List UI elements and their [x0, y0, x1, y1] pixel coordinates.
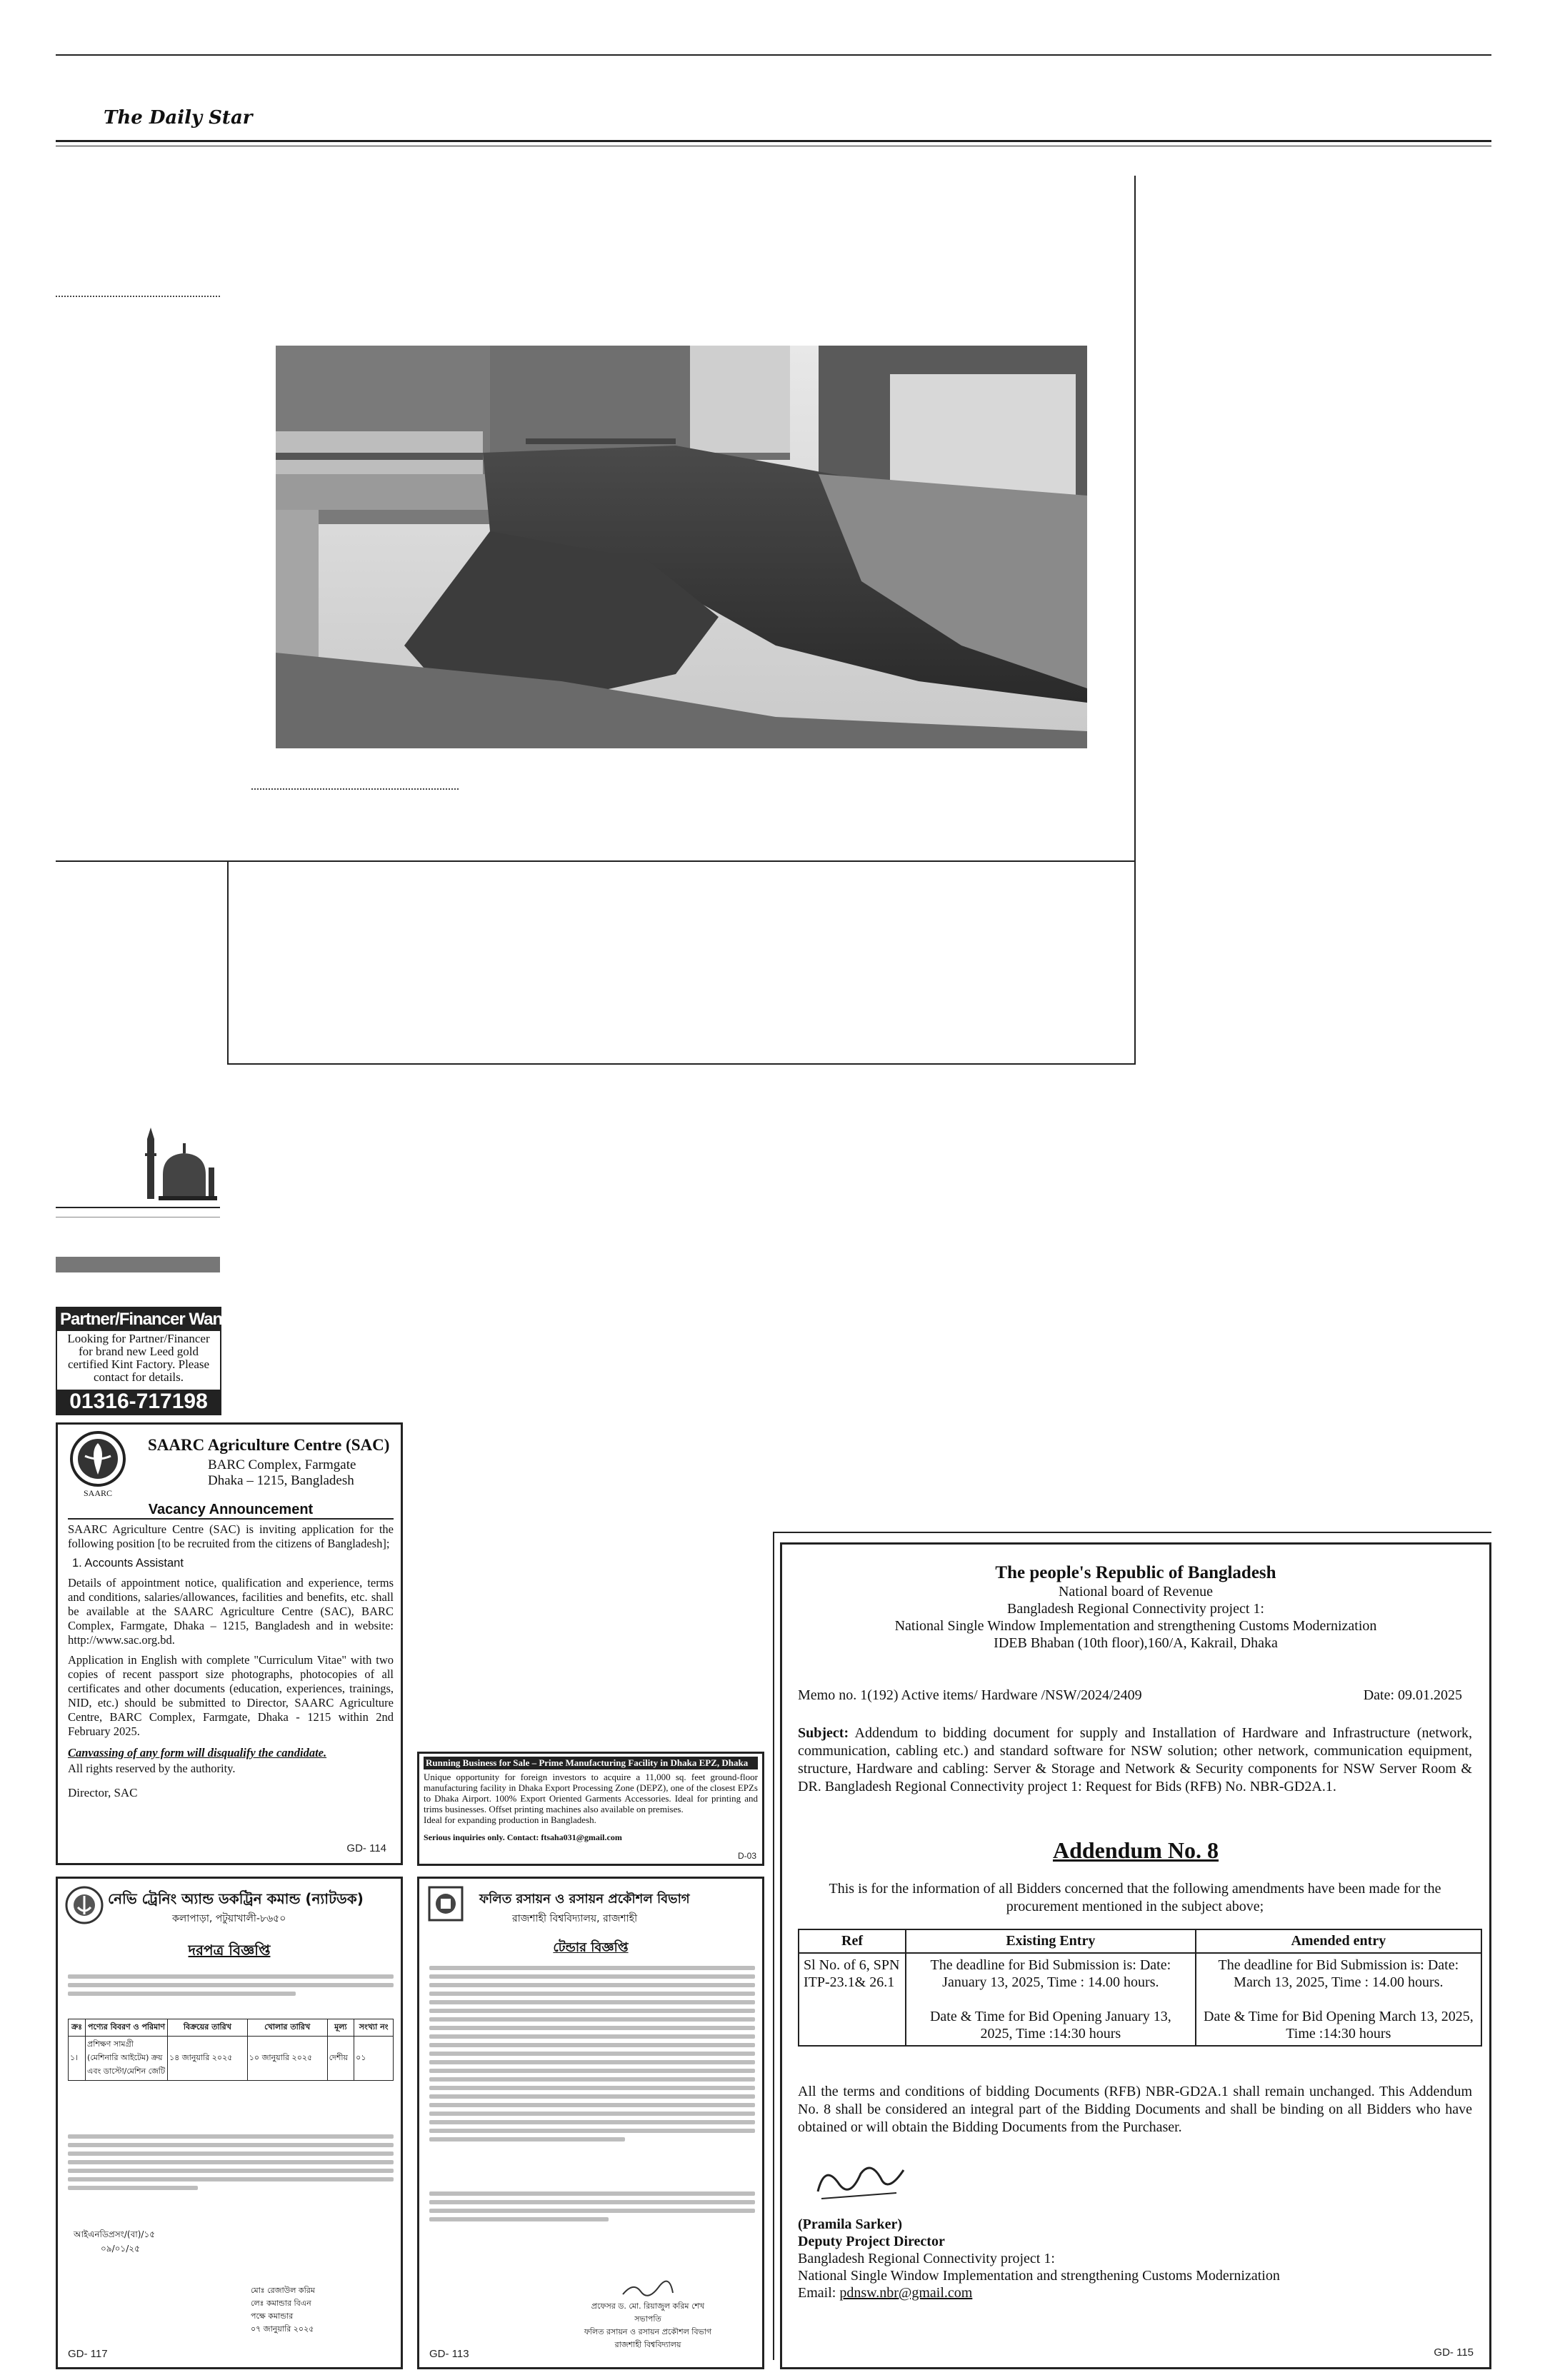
- nbr-h4: National Single Window Implementation and strengthening Customs Modernization: [894, 1618, 1377, 1634]
- nbr-sig-name: (Pramila Sarker): [798, 2216, 903, 2232]
- epz-body2: Ideal for expanding production in Bangladesh.: [424, 1814, 596, 1825]
- sac-vacancy-ad: [56, 1422, 403, 1865]
- sac-heading: Vacancy Announcement: [68, 1502, 394, 1520]
- navy-text-block: [68, 1970, 394, 2000]
- sac-addr2: Dhaka – 1215, Bangladesh: [208, 1473, 354, 1488]
- left-dotted-rule: [56, 296, 220, 297]
- nbr-h2: National board of Revenue: [1058, 1584, 1214, 1600]
- nbr-date: Date: 09.01.2025: [1363, 1687, 1462, 1703]
- navy-ref-date: ০৯/০১/২৫: [101, 2244, 140, 2254]
- ru-ad-code: GD- 113: [429, 2348, 469, 2360]
- right-section-rule: [773, 1532, 1491, 1533]
- mosque-rule: [56, 1207, 220, 1208]
- sac-details: Details of appointment notice, qualification and experience, terms and conditions, salaries/allowances, facilities and benefits, etc. shall be available at the SAARC Agriculture Centre (SAC), BARC Complex, Farmgate, Dhaka – 1215, Bangladesh and in website: http://www.sac.org.bd.: [68, 1576, 394, 1647]
- nbr-closing: All the terms and conditions of bidding Documents (RFB) NBR-GD2A.1 shall remain unchanged. This Addendum No. 8 shall be considered an integral part of the Bidding Documents and shall be binding on all Bidders who have obtained or will obtain the Bidding Documents from the Purchaser.: [798, 2084, 1472, 2135]
- mosque-icon: [143, 1125, 221, 1203]
- sac-application: Application in English with complete "Curriculum Vitae" with two copies of recent passport size photographs, photocopies of all certificates and other documents (education, experiences, trainings, NID, etc.) should be submitted to Director, SAARC Agriculture Centre, BARC Complex, Farmgate, Dhaka - 1215 within 2nd February 2025.: [68, 1653, 394, 1738]
- ru-text-block-2: [429, 2187, 755, 2226]
- ru-subtitle: রাজশাহী বিশ্ববিদ্যালয়, রাজশাহী: [512, 1913, 638, 1924]
- partner-ad-phone: 01316-717198: [57, 1390, 220, 1414]
- nbr-sig-title: Deputy Project Director: [798, 2234, 945, 2249]
- nbr-existing-opening: Date & Time for Bid Opening January 13, 2025, Time :14:30 hours: [929, 2009, 1171, 2042]
- epz-contact: Serious inquiries only. Contact: ftsaha031@gmail.com: [424, 1832, 622, 1842]
- nbr-subject-label: Subject:: [798, 1725, 849, 1741]
- nbr-amended-opening: Date & Time for Bid Opening March 13, 2025, Time :14:30 hours: [1203, 2009, 1474, 2042]
- epz-sale-ad: [417, 1752, 764, 1866]
- sac-logo-text: SAARC: [83, 1488, 112, 1498]
- nbr-existing-deadline: The deadline for Bid Submission is: Date: January 13, 2025, Time : 14.00 hours.: [930, 1957, 1171, 1990]
- ru-logo: [428, 1886, 464, 1922]
- partner-financer-ad: [56, 1307, 246, 1415]
- nbr-subject: [798, 1724, 1472, 1796]
- navy-th: মূল্য: [327, 2019, 354, 2037]
- partner-ad-body: Looking for Partner/Financer for brand new Leed gold certified Kint Factory. Please contact for details.: [67, 1332, 210, 1384]
- right-section-left: [773, 1532, 774, 2360]
- navy-tender-ad: [56, 1877, 403, 2369]
- nbr-subject-text: Addendum to bidding document for supply and Installation of Hardware and Infrastructure (network, communication, cabling etc.) and standard software for NSW solution; other network, communication equipment, structure, Hardware and cabling: Server & Storage and Network & Security components for NSW Server Room & DR. Bangladesh Regional Connectivity project 1: Request for Bids (RFB) No. NBR-GD2A.1.: [798, 1725, 1472, 1794]
- navy-th: ক্রঃ: [69, 2019, 86, 2037]
- ru-title: ফলিত রসায়ন ও রসায়ন প্রকৌশল বিভাগ: [479, 1892, 690, 1907]
- ru-sign2: সভাপতি: [634, 2314, 661, 2324]
- navy-td: ১৪ জানুয়ারি ২০২৫: [168, 2037, 248, 2081]
- navy-heading: দরপত্র বিজ্ঞপ্তি: [188, 1942, 271, 1959]
- masthead-logo: The Daily Star: [104, 107, 253, 129]
- content-box-left: [227, 860, 229, 1065]
- sac-ad-code: GD- 114: [346, 1842, 386, 1854]
- top-rule: [56, 54, 1491, 56]
- sac-position: 1. Accounts Assistant: [72, 1557, 184, 1570]
- nbr-sig-line2: National Single Window Implementation and strengthening Customs Modernization: [798, 2268, 1280, 2284]
- nbr-sig-line1: Bangladesh Regional Connectivity project 1:: [798, 2251, 1055, 2266]
- navy-text-block-2: [68, 2130, 394, 2194]
- navy-td: প্রশিক্ষণ সামগ্রী (মেশিনারি আইটেম) ক্রয় এবং ডাস্টো/মেশিন জেটি: [86, 2037, 168, 2081]
- ru-sign4: রাজশাহী বিশ্ববিদ্যালয়: [614, 2340, 681, 2349]
- nbr-td-amended: [1196, 1953, 1481, 2046]
- navy-th: সংখ্যা নং: [354, 2019, 394, 2037]
- sac-intro: SAARC Agriculture Centre (SAC) is inviting application for the following position [to be recruited from the citizens of Bangladesh];: [68, 1522, 394, 1550]
- navy-logo: [65, 1886, 104, 1924]
- sac-org-name: SAARC Agriculture Centre (SAC): [148, 1436, 390, 1454]
- navy-th: পণ্যের বিবরণ ও পরিমাণ: [86, 2019, 168, 2037]
- navy-sign3: পক্ষে কমান্ডার: [251, 2311, 294, 2321]
- nbr-amended-deadline: The deadline for Bid Submission is: Date: March 13, 2025, Time : 14.00 hours.: [1218, 1957, 1459, 1990]
- ru-sign1: প্রফেসর ড. মো. রিয়াজুল করিম শেখ: [591, 2301, 705, 2311]
- navy-sign2: লেঃ কমান্ডার বিএন: [251, 2299, 311, 2308]
- navy-ref: আইএনডিপ্রসং/(বা)/১৫: [74, 2229, 156, 2239]
- ru-text-block: [429, 1962, 755, 2146]
- navy-ad-code: GD- 117: [68, 2348, 108, 2360]
- navy-th: বিক্রয়ের তারিখ: [168, 2019, 248, 2037]
- sac-logo: [66, 1430, 129, 1502]
- nbr-signature-block: [798, 2216, 1280, 2301]
- sac-signoff: Director, SAC: [68, 1786, 138, 1799]
- nbr-h1: The people's Republic of Bangladesh: [995, 1563, 1276, 1582]
- nbr-ad-code: GD- 115: [1434, 2346, 1474, 2359]
- nbr-addendum-title: Addendum No. 8: [1052, 1837, 1219, 1863]
- nbr-email-row: [798, 2284, 1280, 2301]
- navy-td: ১।: [69, 2037, 86, 2081]
- nbr-amendment-table: [798, 1929, 1482, 2047]
- content-box-bottom: [227, 1063, 1136, 1065]
- navy-th: খোলার তারিখ: [247, 2019, 327, 2037]
- nbr-th-amended: Amended entry: [1196, 1929, 1481, 1953]
- ru-heading: টেন্ডার বিজ্ঞপ্তি: [553, 1940, 629, 1955]
- canal-photo: [276, 346, 1087, 748]
- nbr-intro: This is for the information of all Bidders concerned that the following amendments have been made for the procurement mentioned in the subject above;: [829, 1881, 1441, 1914]
- navy-td: ১০ জানুয়ারি ২০২৫: [247, 2037, 327, 2081]
- gray-bar: [56, 1257, 220, 1272]
- navy-subtitle: কলাপাড়া, পটুয়াখালী-৮৬৫০: [172, 1913, 286, 1924]
- content-box: [56, 860, 1136, 1066]
- epz-title: Running Business for Sale – Prime Manufacturing Facility in Dhaka EPZ, Dhaka: [424, 1757, 758, 1769]
- photo-dotted-rule: [251, 788, 459, 790]
- navy-sign4: ০৭ জানুয়ারি ২০২৫: [251, 2324, 314, 2334]
- nbr-th-ref: Ref: [799, 1929, 906, 1953]
- navy-title: নেভি ট্রেনিং অ্যান্ড ডকট্রিন কমান্ড (ন্যাটডক): [108, 1890, 364, 1907]
- sac-rights: All rights reserved by the authority.: [68, 1762, 236, 1775]
- nbr-td-existing: [906, 1953, 1196, 2046]
- navy-sign1: মোঃ রেজাউল করিম: [251, 2286, 315, 2295]
- nbr-addendum-ad: [780, 1542, 1491, 2369]
- epz-ad-code: D-03: [737, 1851, 756, 1861]
- nbr-h5: IDEB Bhaban (10th floor),160/A, Kakrail, Dhaka: [994, 1635, 1278, 1651]
- navy-signature: [251, 2284, 315, 2336]
- sac-addr1: BARC Complex, Farmgate: [208, 1457, 356, 1472]
- nbr-signature-scribble: [811, 2156, 911, 2209]
- ru-sign3: ফলিত রসায়ন ও রসায়ন প্রকৌশল বিভাগ: [584, 2327, 712, 2336]
- nbr-th-existing: Existing Entry: [906, 1929, 1196, 1953]
- nbr-email-link[interactable]: pdnsw.nbr@gmail.com: [839, 2285, 973, 2301]
- navy-td: ০১: [354, 2037, 394, 2081]
- ru-signature: [562, 2279, 734, 2351]
- nbr-h3: Bangladesh Regional Connectivity project 1:: [1007, 1601, 1264, 1617]
- partner-ad-title: Partner/Financer Wanted: [57, 1308, 220, 1331]
- nbr-memo: Memo no. 1(192) Active items/ Hardware /NSW/2024/2409: [798, 1687, 1142, 1703]
- masthead-rule: [56, 140, 1491, 142]
- ru-sign-scribble: [562, 2279, 734, 2300]
- sac-warning: Canvassing of any form will disqualify the candidate.: [68, 1746, 327, 1759]
- ru-tender-ad: [417, 1877, 764, 2369]
- nbr-email-label: Email:: [798, 2285, 836, 2301]
- epz-body: Unique opportunity for foreign investors to acquire a 11,000 sq. feet ground-floor manufacturing facility in Dhaka Export Processing Zone (DEPZ), one of the closest EPZs to Dhaka Airport. 100% Export Oriented Garments Accessories. Ideal for printing and trims businesses. Offset printing machines also available on premises.: [424, 1772, 758, 1814]
- navy-table: [68, 2019, 394, 2081]
- nbr-td-ref: Sl No. of 6, SPN ITP-23.1& 26.1: [799, 1953, 906, 2046]
- navy-td: দেশীয়: [327, 2037, 354, 2081]
